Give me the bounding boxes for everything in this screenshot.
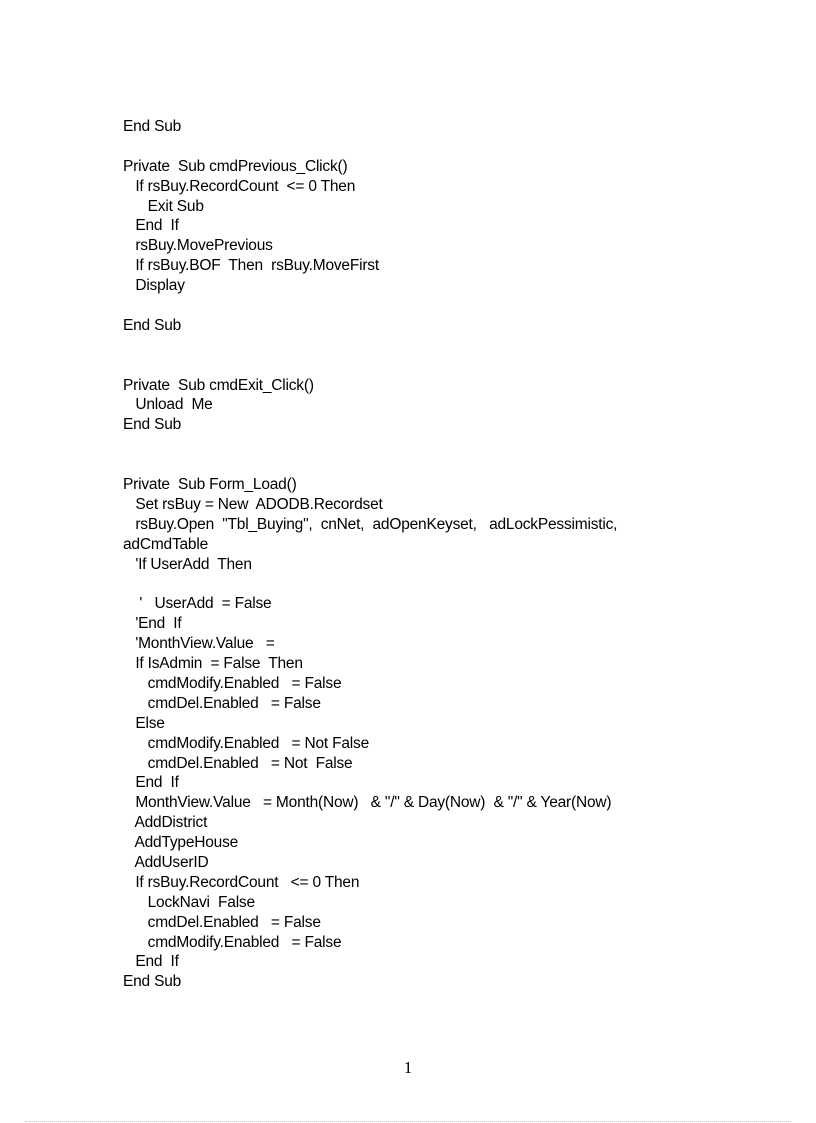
code-line: rsBuy.Open "Tbl_Buying", cnNet, adOpenKeyset, adLockPessimistic, xyxy=(123,515,618,533)
code-line: AddDistrict xyxy=(123,814,208,832)
code-line: End Sub xyxy=(123,316,182,334)
code-line xyxy=(123,435,703,455)
code-line: 'If UserAdd Then xyxy=(123,555,252,573)
page-number: 1 xyxy=(403,1058,413,1077)
code-line: Set rsBuy = New ADODB.Recordset xyxy=(123,495,383,513)
code-line: If IsAdmin = False Then xyxy=(123,655,303,673)
code-line: cmdDel.Enabled = False xyxy=(123,913,321,931)
code-block xyxy=(123,117,703,992)
code-line: If rsBuy.RecordCount <= 0 Then xyxy=(123,177,356,195)
code-line: End If xyxy=(123,774,179,792)
code-line: cmdModify.Enabled = Not False xyxy=(123,734,370,752)
code-line xyxy=(123,356,703,376)
code-line: End Sub xyxy=(123,416,182,434)
code-line: If rsBuy.BOF Then rsBuy.MoveFirst xyxy=(123,257,379,275)
code-line: Display xyxy=(123,277,185,295)
code-line: MonthView.Value = Month(Now) & "/" & Day(Now) & "/" & Year(Now) xyxy=(123,794,612,812)
code-line: cmdModify.Enabled = False xyxy=(123,674,342,692)
code-line: cmdModify.Enabled = False xyxy=(123,933,342,951)
code-line: AddTypeHouse xyxy=(123,834,239,852)
code-line: Else xyxy=(123,714,165,732)
code-line: End Sub xyxy=(123,118,182,135)
code-line xyxy=(123,137,703,157)
code-line: ' UserAdd = False xyxy=(123,595,272,613)
code-line: Private Sub cmdPrevious_Click() xyxy=(123,157,348,175)
code-line: Private Sub Form_Load() xyxy=(123,476,297,494)
code-line xyxy=(123,336,703,356)
code-line: Exit Sub xyxy=(123,197,204,215)
code-line: End Sub xyxy=(123,973,182,991)
code-line: AddUserID xyxy=(123,853,209,871)
code-line: If rsBuy.RecordCount <= 0 Then xyxy=(123,873,360,891)
code-line: End If xyxy=(123,953,179,971)
code-line: Private Sub cmdExit_Click() xyxy=(123,376,314,394)
code-line xyxy=(123,574,703,594)
page-bottom-divider xyxy=(25,1121,791,1122)
code-line: adCmdTable xyxy=(123,535,209,553)
code-line: cmdDel.Enabled = Not False xyxy=(123,754,353,772)
code-line: LockNavi False xyxy=(123,893,255,911)
code-line: 'End If xyxy=(123,615,182,633)
code-line: Unload Me xyxy=(123,396,213,414)
code-line xyxy=(123,296,703,316)
code-line xyxy=(123,455,703,475)
code-line: rsBuy.MovePrevious xyxy=(123,237,273,255)
code-line: End If xyxy=(123,217,179,235)
code-line: 'MonthView.Value = xyxy=(123,635,275,653)
code-line: cmdDel.Enabled = False xyxy=(123,694,321,712)
